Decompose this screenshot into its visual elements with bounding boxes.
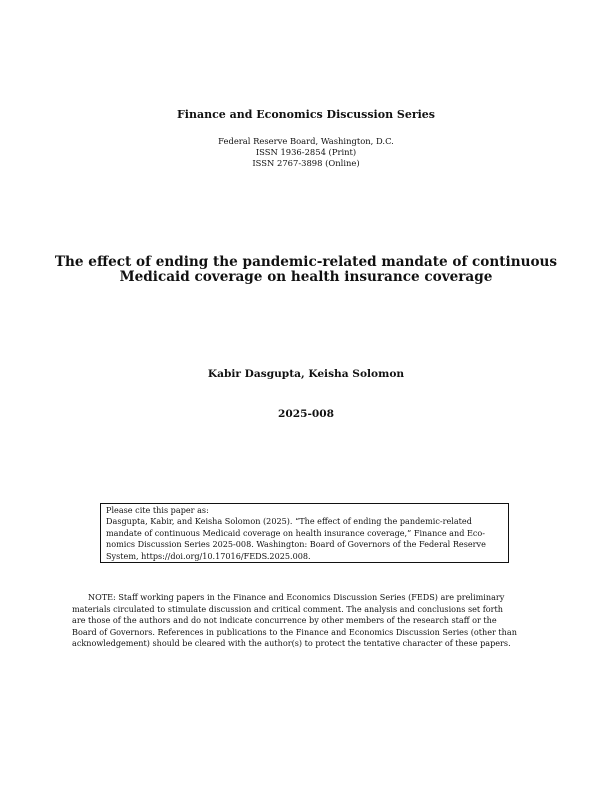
paper-title-line: Medicaid coverage on health insurance coverage [119,269,493,285]
citation-line: System, https://doi.org/10.17016/FEDS.2025.008. [106,550,311,561]
note-line: materials circulated to stimulate discussion and critical comment. The analysis and conclusions set forth [72,603,503,614]
citation-line: nomics Discussion Series 2025-008. Washington: Board of Governors of the Federal Reserve [106,539,486,550]
citation-line: Please cite this paper as: [106,505,209,515]
publisher-line: Federal Reserve Board, Washington, D.C. [218,136,394,146]
authors: Kabir Dasgupta, Keisha Solomon [207,368,405,380]
note-line: Board of Governors. References in publications to the Finance and Economics Discussion Series (other than [72,626,517,637]
paper-title-line: The effect of ending the pandemic-related mandate of continuous [54,254,558,270]
note-line: are those of the authors and do not indicate concurrence by other members of the research staff or the [72,615,497,625]
issn-online: ISSN 2767-3898 (Online) [252,158,360,169]
citation-line: Dasgupta, Kabir, and Keisha Solomon (2025). “The effect of ending the pandemic-related [106,516,472,527]
paper-number: 2025-008 [278,408,334,420]
publication-info [0,136,612,170]
citation-box [100,503,509,563]
series-title: Finance and Economics Discussion Series [176,108,436,121]
issn-print: ISSN 1936-2854 (Print) [255,147,357,158]
citation-line: mandate of continuous Medicaid coverage on health insurance coverage,” Finance and Eco- [106,527,486,538]
note-line: acknowledgement) should be cleared with the author(s) to protect the tentative character of these papers. [72,638,511,648]
note-line: NOTE: Staff working papers in the Finance and Economics Discussion Series (FEDS) are preliminary [88,592,505,602]
paper-title [0,255,612,285]
disclaimer-note [72,592,542,650]
